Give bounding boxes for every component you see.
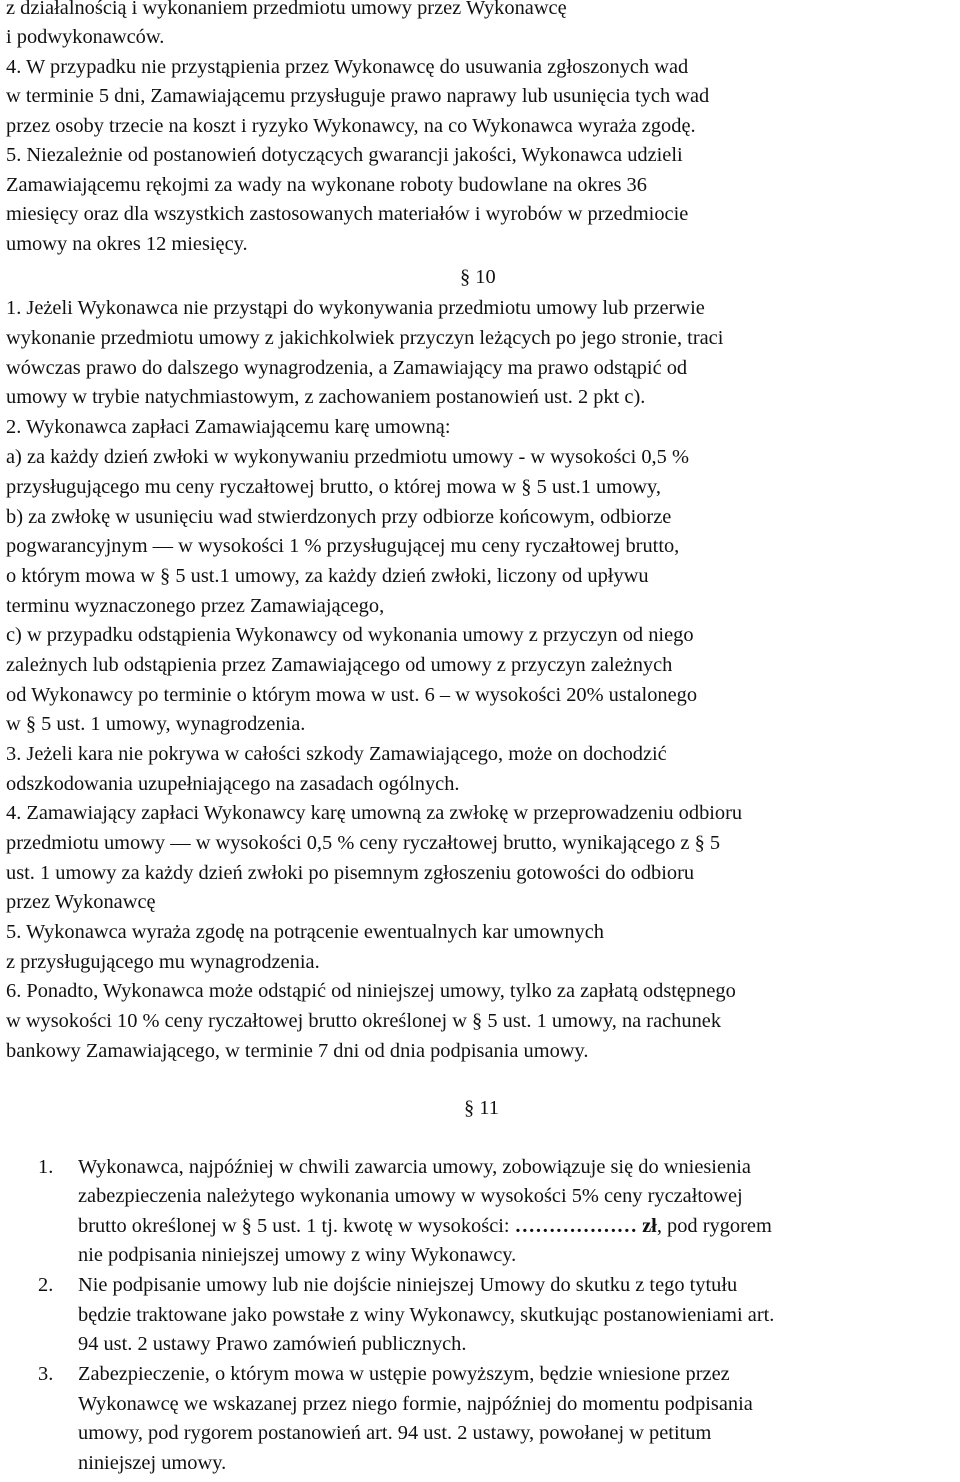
text-line: umowy w trybie natychmiastowym, z zachowaniem postanowień ust. 2 pkt c). [6, 386, 646, 408]
text-line: 2. Wykonawca zapłaci Zamawiającemu karę umowną: [6, 416, 451, 438]
list-item-line: Nie podpisanie umowy lub nie dojście niniejszej Umowy do skutku z tego tytułu [78, 1274, 738, 1296]
text-line: 4. Zamawiający zapłaci Wykonawcy karę umowną za zwłokę w przeprowadzeniu odbioru [6, 802, 743, 824]
text-line: w wysokości 10 % ceny ryczałtowej brutto określonej w § 5 ust. 1 umowy, na rachunek [6, 1010, 722, 1032]
text-line: Zamawiającemu rękojmi za wady na wykonane roboty budowlane na okres 36 [6, 174, 647, 196]
text-line: a) za każdy dzień zwłoki w wykonywaniu przedmiotu umowy - w wysokości 0,5 % [6, 446, 689, 468]
text-line: wykonanie przedmiotu umowy z jakichkolwiek przyczyn leżących po jego stronie, traci [6, 327, 724, 349]
text-line: w terminie 5 dni, Zamawiającemu przysługuje prawo naprawy lub usunięcia tych wad [6, 85, 710, 107]
list-item-number: 3. [38, 1363, 54, 1385]
text-span: , pod rygorem [656, 1215, 772, 1237]
list-item-line: 94 ust. 2 ustawy Prawo zamówień publicznych. [78, 1333, 467, 1355]
text-line: 6. Ponadto, Wykonawca może odstąpić od niniejszej umowy, tylko za zapłatą odstępnego [6, 980, 736, 1002]
list-item-line: umowy, pod rygorem postanowień art. 94 ust. 2 ustawy, powołanej w petitum [78, 1422, 712, 1444]
text-line: 3. Jeżeli kara nie pokrywa w całości szkody Zamawiającego, może on dochodzić [6, 743, 667, 765]
list-item-number: 2. [38, 1274, 54, 1296]
text-line: przez osoby trzecie na koszt i ryzyko Wykonawcy, na co Wykonawca wyraża zgodę. [6, 115, 696, 137]
amount-placeholder: ……………… zł [514, 1215, 657, 1237]
text-line: pogwarancyjnym — w wysokości 1 % przysługującej mu ceny ryczałtowej brutto, [6, 535, 680, 557]
text-line: 5. Wykonawca wyraża zgodę na potrącenie ewentualnych kar umownych [6, 921, 604, 943]
list-item-number: 1. [38, 1156, 54, 1178]
text-line: przedmiotu umowy — w wysokości 0,5 % ceny ryczałtowej brutto, wynikającego z § 5 [6, 832, 721, 854]
text-line: terminu wyznaczonego przez Zamawiającego, [6, 595, 385, 617]
text-line: umowy na okres 12 miesięcy. [6, 233, 248, 255]
text-line: odszkodowania uzupełniającego na zasadach ogólnych. [6, 773, 460, 795]
text-line: od Wykonawcy po terminie o którym mowa w ust. 6 – w wysokości 20% ustalonego [6, 684, 698, 706]
list-item-line: będzie traktowane jako powstałe z winy Wykonawcy, skutkując postanowieniami art. [78, 1304, 775, 1326]
list-item-line: niniejszej umowy. [78, 1452, 227, 1474]
text-line: 1. Jeżeli Wykonawca nie przystąpi do wykonywania przedmiotu umowy lub przerwie [6, 297, 705, 319]
list-item-line: Wykonawcę we wskazanej przez niego formie, najpóźniej do momentu podpisania [78, 1393, 753, 1415]
list-item-line: nie podpisania niniejszej umowy z winy Wykonawcy. [78, 1244, 517, 1266]
text-line: i podwykonawców. [6, 26, 165, 48]
text-line: w § 5 ust. 1 umowy, wynagrodzenia. [6, 713, 306, 735]
text-line: b) za zwłokę w usunięciu wad stwierdzonych przy odbiorze końcowym, odbiorze [6, 506, 672, 528]
section-heading-10: § 10 [460, 266, 496, 288]
text-line: bankowy Zamawiającego, w terminie 7 dni od dnia podpisania umowy. [6, 1040, 589, 1062]
text-line: z działalnością i wykonaniem przedmiotu umowy przez Wykonawcę [6, 0, 567, 19]
text-line: c) w przypadku odstąpienia Wykonawcy od wykonania umowy z przyczyn od niego [6, 624, 694, 646]
text-line: przysługującego mu ceny ryczałtowej brutto, o której mowa w § 5 ust.1 umowy, [6, 476, 661, 498]
list-item-line: Wykonawca, najpóźniej w chwili zawarcia umowy, zobowiązuje się do wniesienia [78, 1156, 751, 1178]
text-line: 4. W przypadku nie przystąpienia przez Wykonawcę do usuwania zgłoszonych wad [6, 56, 689, 78]
list-item-line: Zabezpieczenie, o którym mowa w ustępie powyższym, będzie wniesione przez [78, 1363, 730, 1385]
text-line: miesięcy oraz dla wszystkich zastosowanych materiałów i wyrobów w przedmiocie [6, 203, 689, 225]
text-line: wówczas prawo do dalszego wynagrodzenia, a Zamawiający ma prawo odstąpić od [6, 357, 688, 379]
list-item-line [78, 1212, 772, 1242]
text-line: 5. Niezależnie od postanowień dotyczących gwarancji jakości, Wykonawca udzieli [6, 144, 683, 166]
text-span: brutto określonej w § 5 ust. 1 tj. kwotę w wysokości: [78, 1215, 515, 1237]
text-line: o którym mowa w § 5 ust.1 umowy, za każdy dzień zwłoki, liczony od upływu [6, 565, 649, 587]
text-line: zależnych lub odstąpienia przez Zamawiającego od umowy z przyczyn zależnych [6, 654, 673, 676]
section-heading-11: § 11 [464, 1097, 499, 1119]
text-line: z przysługującego mu wynagrodzenia. [6, 951, 320, 973]
text-line: przez Wykonawcę [6, 891, 156, 913]
text-line: ust. 1 umowy za każdy dzień zwłoki po pisemnym zgłoszeniu gotowości do odbioru [6, 862, 695, 884]
list-item-line: zabezpieczenia należytego wykonania umowy w wysokości 5% ceny ryczałtowej [78, 1185, 743, 1207]
